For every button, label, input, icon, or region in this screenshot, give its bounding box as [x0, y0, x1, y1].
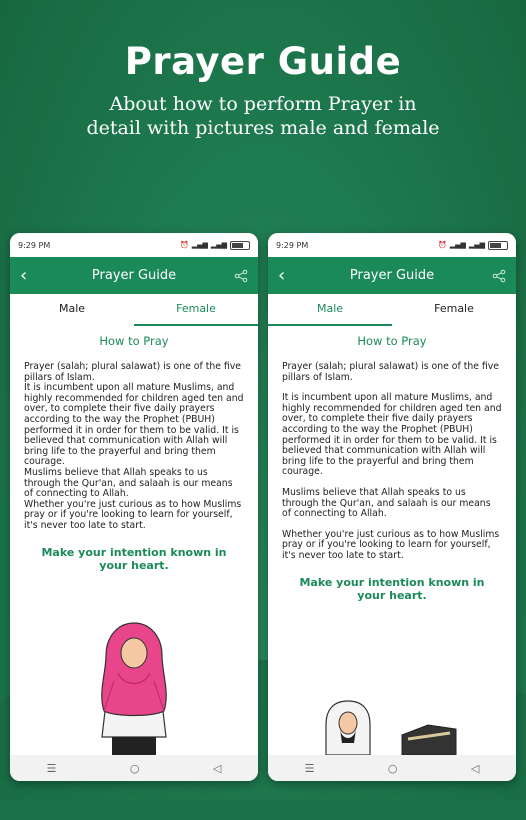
status-time: 9:29 PM — [276, 240, 309, 250]
battery-icon — [230, 241, 250, 250]
paragraph: Muslims believe that Allah speaks to us through the Qur'an, and salaah is our means of connecting to Allah. — [24, 466, 233, 500]
system-nav-bar — [10, 755, 258, 781]
promo-subtitle-line-2: detail with pictures male and female — [86, 117, 440, 139]
content — [268, 334, 516, 602]
paragraph: Prayer (salah; plural salawat) is one of the five pillars of Islam. — [282, 361, 500, 383]
app-bar-title: Prayer Guide — [349, 268, 435, 283]
tab-male[interactable]: Male — [58, 302, 86, 315]
signal-icon: ▂▄▆ — [449, 241, 466, 249]
promo-subtitle-line-1: About how to perform Prayer in — [109, 93, 417, 115]
promo-title: Prayer Guide — [124, 40, 402, 83]
status-time: 9:29 PM — [18, 240, 51, 250]
status-bar — [10, 233, 258, 257]
section-title: How to Pray — [357, 334, 427, 348]
alarm-icon: ⏰ — [437, 241, 447, 249]
gender-tabs — [268, 294, 516, 326]
paragraph: Whether you're just curious as to how Muslims pray or if you're looking to learn for yourself, it's never too late to start. — [24, 498, 242, 531]
section-title: How to Pray — [99, 334, 169, 348]
body-text — [282, 362, 502, 562]
promo-subtitle — [0, 92, 526, 140]
app-bar — [268, 257, 516, 294]
tab-male[interactable]: Male — [268, 294, 392, 326]
gender-tabs — [10, 294, 258, 326]
man-in-white-robe-illustration — [268, 695, 516, 755]
phone-screen-male — [268, 233, 516, 781]
back-nav-icon[interactable]: ◁ — [212, 761, 222, 775]
paragraph: Muslims believe that Allah speaks to us through the Qur'an, and salaah is our means of connecting to Allah. — [282, 486, 491, 520]
tab-female[interactable]: Female — [434, 302, 474, 315]
app-bar-title: Prayer Guide — [91, 268, 177, 283]
back-arrow-icon[interactable]: ‹ — [278, 264, 286, 286]
paragraph: It is incumbent upon all mature Muslims, and highly recommended for children aged ten and over, to complete their five daily prayers according to the way the Prophet (PBUH) performed it in order for them to be valid. It is believed that communication with Allah will bring life to the prayerful and bring them courage. — [282, 392, 502, 478]
content — [10, 334, 258, 572]
signal-icon-2: ▂▄▆ — [468, 241, 485, 249]
paragraph: Whether you're just curious as to how Muslims pray or if you're looking to learn for yourself, it's never too late to start. — [282, 528, 500, 561]
status-icons — [180, 241, 250, 250]
app-bar — [10, 257, 258, 294]
status-icons — [438, 241, 508, 250]
share-icon[interactable] — [492, 269, 506, 283]
status-bar — [268, 233, 516, 257]
paragraph: Prayer (salah; plural salawat) is one of the five pillars of Islam. — [24, 361, 242, 383]
system-nav-bar — [268, 755, 516, 781]
body-text — [24, 362, 244, 532]
intention-heading: Make your intention known in your heart. — [41, 545, 227, 572]
woman-in-pink-hijab-illustration — [10, 615, 258, 755]
intention-heading: Make your intention known in your heart. — [299, 575, 485, 602]
share-icon[interactable] — [234, 269, 248, 283]
paragraph: It is incumbent upon all mature Muslims, and highly recommended for children aged ten and over, to complete their five daily prayers according to the way the Prophet (PBUH) performed it in order for them to be valid. It is believed that communication with Allah will bring life to the prayerful and bring them courage. — [24, 382, 244, 468]
menu-nav-icon[interactable]: ☰ — [46, 761, 57, 775]
back-nav-icon[interactable]: ◁ — [470, 761, 480, 775]
alarm-icon: ⏰ — [179, 241, 189, 249]
signal-icon: ▂▄▆ — [191, 241, 208, 249]
home-nav-icon[interactable]: ○ — [387, 761, 398, 775]
tab-female[interactable]: Female — [134, 294, 258, 326]
home-nav-icon[interactable]: ○ — [129, 761, 140, 775]
signal-icon-2: ▂▄▆ — [210, 241, 227, 249]
back-arrow-icon[interactable]: ‹ — [20, 264, 28, 286]
battery-icon — [488, 241, 508, 250]
menu-nav-icon[interactable]: ☰ — [304, 761, 315, 775]
phone-screen-female — [10, 233, 258, 781]
